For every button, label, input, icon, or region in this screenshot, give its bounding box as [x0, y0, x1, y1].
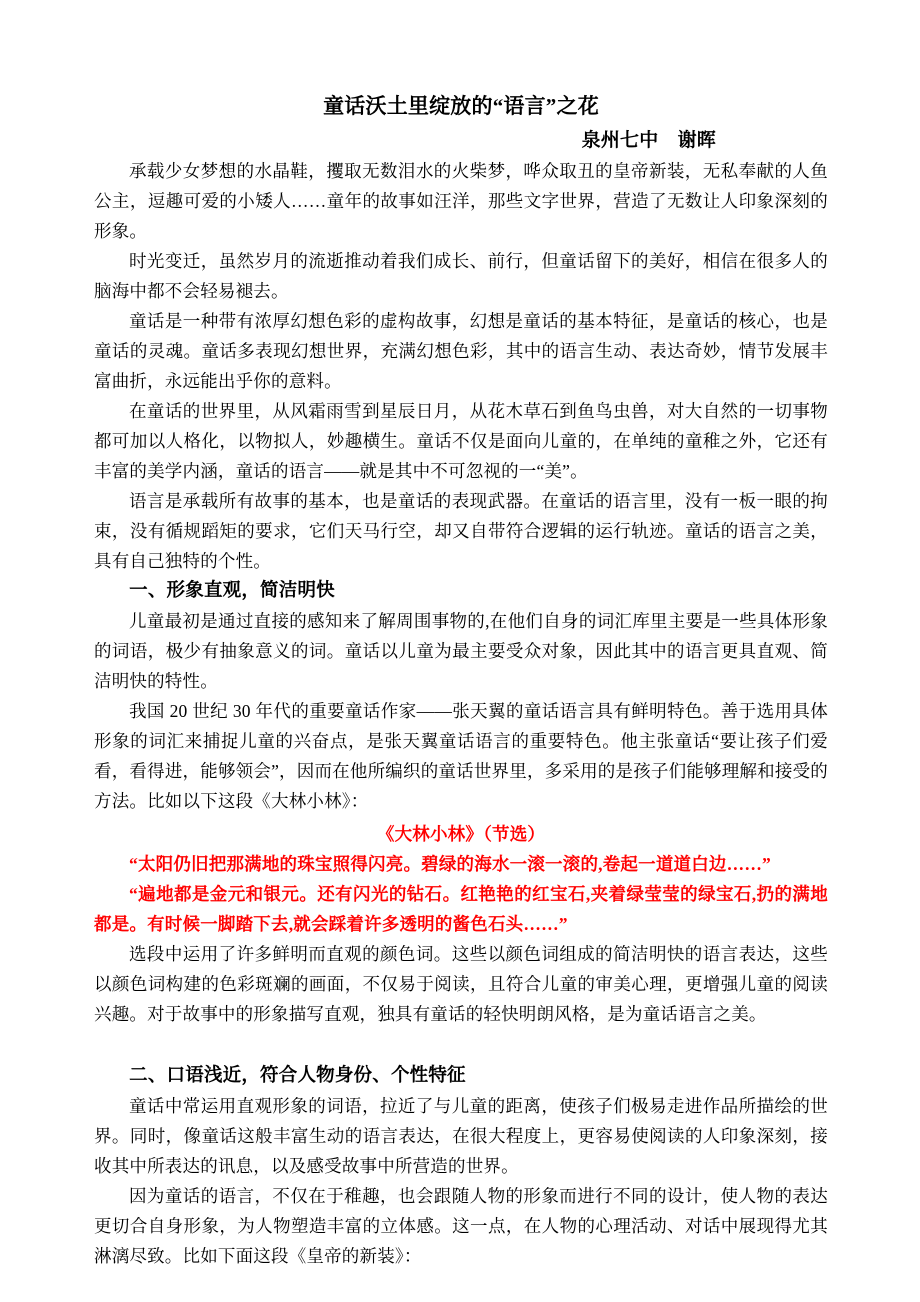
section-heading-1: 一、形象直观，简洁明快 — [129, 581, 335, 601]
doc-title: 童话沃土里绽放的“语言”之花 — [323, 94, 599, 118]
paragraph: 我国 20 世纪 30 年代的重要童话作家——张天翼的童话语言具有鲜明特色。善于选用具体形象的词汇来捕捉儿童的兴奋点，是张天翼童话语言的重要特色。他主张童话“要让孩子们爱看，看得进，能够领会”，因而在他所编织的童话世界里，多采用的是孩子们能够理解和接受的方法。比如以下这段《大林小林》： — [94, 701, 828, 811]
paragraph: 选段中运用了许多鲜明而直观的颜色词。这些以颜色词组成的简洁明快的语言表达，这些以颜色词构建的色彩斑斓的画面，不仅易于阅读，且符合儿童的审美心理，更增强儿童的阅读兴趣。对于故事中的形象描写直观，独具有童话的轻快明朗风格，是为童话语言之美。 — [94, 944, 828, 1024]
paragraph: 儿童最初是通过直接的感知来了解周围事物的,在他们自身的词汇库里主要是一些具体形象的词语，极少有抽象意义的词。童话以儿童为最主要受众对象，因此其中的语言更具直观、简洁明快的特性。 — [94, 611, 828, 691]
paragraph: 童话中常运用直观形象的词语，拉近了与儿童的距离，使孩子们极易走进作品所描绘的世界。同时，像童话这般丰富生动的语言表达，在很大程度上，更容易使阅读的人印象深刻，接收其中所表达的讯息，以及感受故事中所营造的世界。 — [94, 1096, 828, 1176]
paragraph: 因为童话的语言，不仅在于稚趣，也会跟随人物的形象而进行不同的设计，使人物的表达更切合自身形象，为人物塑造丰富的立体感。这一点，在人物的心理活动、对话中展现得尤其淋漓尽致。比如下面这段《皇帝的新装》： — [94, 1186, 828, 1266]
document-content — [94, 90, 828, 1271]
paragraph: 承载少女梦想的水晶鞋，攫取无数泪水的火柴梦，哗众取丑的皇帝新装，无私奉献的人鱼公主，逗趣可爱的小矮人……童年的故事如汪洋，那些文字世界，营造了无数让人印象深刻的形象。 — [94, 161, 828, 241]
excerpt-line: “遍地都是金元和银元。还有闪光的钻石。红艳艳的红宝石,夹着绿莹莹的绿宝石,扔的满地都是。有时候一脚踏下去,就会踩着许多透明的酱色石头……” — [94, 884, 828, 934]
paragraph: 语言是承载所有故事的基本，也是童话的表现武器。在童话的语言里，没有一板一眼的拘束，没有循规蹈矩的要求，它们天马行空，却又自带符合逻辑的运行轨迹。童话的语言之美，具有自己独特的个性。 — [94, 491, 828, 571]
excerpt-title: 《大林小林》（节选） — [376, 824, 546, 844]
excerpt-line: “太阳仍旧把那满地的珠宝照得闪亮。碧绿的海水一滚一滚的,卷起一道道白边……” — [129, 854, 771, 874]
paragraph: 在童话的世界里，从风霜雨雪到星辰日月，从花木草石到鱼鸟虫兽，对大自然的一切事物都可加以人格化，以物拟人，妙趣横生。童话不仅是面向儿童的，在单纯的童稚之外，它还有丰富的美学内涵，童话的语言——就是其中不可忽视的一“美”。 — [94, 401, 828, 481]
paragraph: 童话是一种带有浓厚幻想色彩的虚构故事，幻想是童话的基本特征，是童话的核心，也是童话的灵魂。童话多表现幻想世界，充满幻想色彩，其中的语言生动、表达奇妙，情节发展丰富曲折，永远能出乎你的意料。 — [94, 311, 828, 391]
doc-author: 泉州七中 谢晖 — [581, 130, 716, 151]
paragraph: 时光变迁，虽然岁月的流逝推动着我们成长、前行，但童话留下的美好，相信在很多人的脑海中都不会轻易褪去。 — [94, 251, 828, 301]
section-heading-2: 二、口语浅近，符合人物身份、个性特征 — [129, 1066, 466, 1086]
